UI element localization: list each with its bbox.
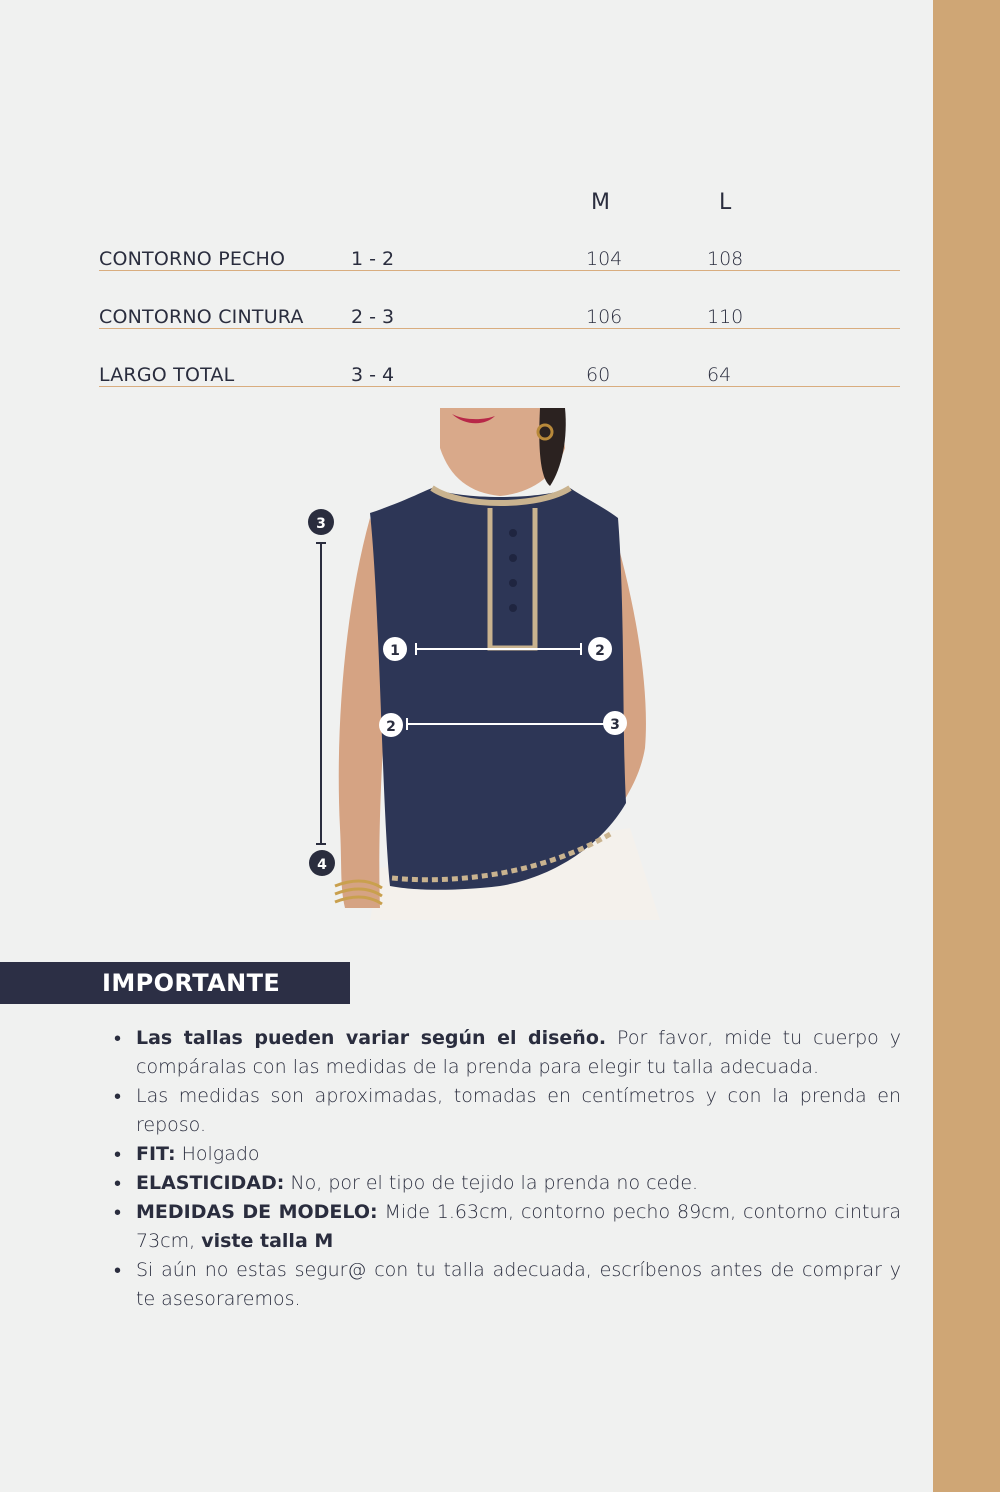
- table-row: [99, 295, 900, 329]
- button-icon: [509, 529, 517, 537]
- measure-points: 2 - 3: [351, 306, 395, 328]
- list-item: • Las tallas pueden variar según el diseño. Por favor, mide tu cuerpo y compáralas con las medidas de la prenda para elegir tu talla adecuada.: [114, 1024, 901, 1082]
- side-accent-band: [933, 0, 1000, 1492]
- marker-3-length: [308, 509, 334, 535]
- marker-4-length: [309, 850, 335, 876]
- list-item: • MEDIDAS DE MODELO: Mide 1.63cm, contorno pecho 89cm, contorno cintura 73cm, viste talla M: [114, 1198, 901, 1256]
- value-l: 64: [707, 364, 732, 386]
- marker-1: [383, 637, 407, 661]
- navy-blouse: [370, 488, 626, 890]
- table-row: [99, 237, 900, 271]
- svg-text:2: 2: [386, 719, 396, 735]
- value-l: 108: [707, 248, 744, 270]
- marker-2-waist: [379, 713, 403, 737]
- svg-text:2: 2: [595, 643, 605, 659]
- marker-2-chest: [588, 637, 612, 661]
- svg-text:3: 3: [610, 717, 620, 733]
- value-m: 60: [586, 364, 611, 386]
- svg-text:3: 3: [316, 516, 326, 532]
- list-item: • ELASTICIDAD: No, por el tipo de tejido la prenda no cede.: [114, 1169, 901, 1198]
- marker-3-waist: [603, 711, 627, 735]
- list-item: • Si aún no estas segur@ con tu talla adecuada, escríbenos antes de comprar y te asesoraremos.: [114, 1256, 901, 1314]
- measure-points: 3 - 4: [351, 364, 395, 386]
- svg-text:1: 1: [390, 643, 400, 659]
- button-icon: [509, 579, 517, 587]
- measure-label: CONTORNO CINTURA: [99, 306, 304, 328]
- model-measurement-illustration: [300, 408, 665, 920]
- value-m: 104: [586, 248, 623, 270]
- size-header-l: L: [719, 190, 732, 215]
- list-item: • Las medidas son aproximadas, tomadas en centímetros y con la prenda en reposo.: [114, 1082, 901, 1140]
- measure-label: LARGO TOTAL: [99, 364, 235, 386]
- value-l: 110: [707, 306, 744, 328]
- important-title: IMPORTANTE: [102, 969, 281, 997]
- measure-label: CONTORNO PECHO: [99, 248, 286, 270]
- important-heading-bar: [0, 962, 350, 1004]
- table-row: [99, 353, 900, 387]
- size-header-m: M: [591, 190, 610, 215]
- value-m: 106: [586, 306, 623, 328]
- button-icon: [509, 604, 517, 612]
- measure-points: 1 - 2: [351, 248, 395, 270]
- button-icon: [509, 554, 517, 562]
- important-notes-list: [114, 1024, 901, 1314]
- svg-text:4: 4: [317, 857, 327, 873]
- list-item: • FIT: Holgado: [114, 1140, 901, 1169]
